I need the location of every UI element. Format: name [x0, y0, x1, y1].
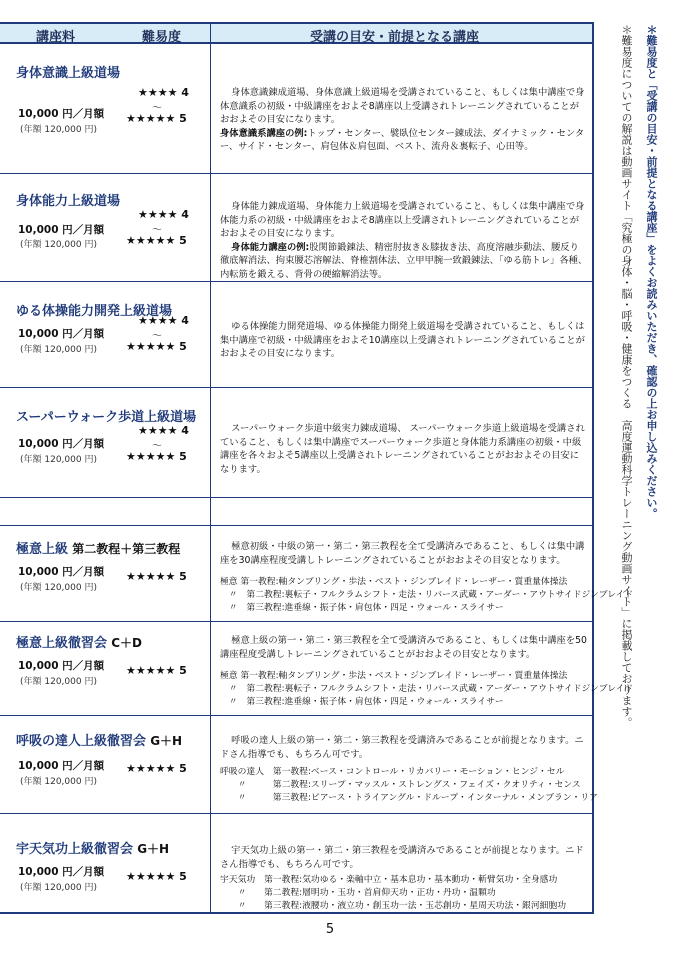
table-header	[0, 22, 592, 44]
course-annual: (年額 120,000 円)	[20, 125, 97, 135]
course-price: 10,000 円／月額	[18, 328, 105, 340]
tilde: 〜	[152, 103, 162, 114]
course-title-main: 極意上級	[16, 542, 69, 557]
stars-low: ★★★★ 4	[138, 208, 189, 221]
desc-text: 呼吸の達人上級の第一・第二・第三教程を受講済みであることが前提となります。ニドさん指導でも、もちろん可です。	[220, 735, 584, 760]
page-number: 5	[325, 922, 335, 937]
example-text: 股関節鍛錬法、精密肘抜き＆膝抜き法、高度溶融歩動法、腰反り徹底解消法、拘束腰芯溶解法、脊椎割体法、立甲甲腕一致鍛錬法、「ゆる筋トレ」各種、内転筋を鍛える、背骨の硬縮解消法等。	[220, 241, 588, 280]
course-description	[220, 634, 588, 661]
desc-text: 宇天気功上級の第一・第二・第三教程を受講済みであることが前提となります。ニドさん指導でも、もちろん可です。	[220, 845, 584, 870]
side-note-important: ＊難易度と「受講の目安・前提となる講座」をよくお読みいただき、確認の上お申し込みください。	[645, 24, 658, 519]
course-annual: (年額 120,000 円)	[20, 583, 97, 593]
course-title-sub: 第二教程＋第三教程	[68, 542, 181, 556]
course-annual: (年額 120,000 円)	[20, 883, 97, 893]
curriculum-item: 宇天気功 第一教程:気功ゆる・楽軸中立・基本息功・基本動功・斬臂気功・全身感功	[220, 875, 558, 885]
stars-high: ★★★★★ 5	[126, 450, 187, 463]
course-description	[220, 320, 588, 361]
header-difficulty: 難易度	[142, 30, 182, 45]
course-title: スーパーウォーク歩道上級道場	[16, 410, 197, 425]
course-row-gokui-tetsushuukai	[0, 622, 634, 716]
course-title-main: 宇天気功上級徹習会	[16, 842, 134, 857]
stars-high: ★★★★★ 5	[126, 570, 187, 583]
example-label: 身体意識系講座の例:	[220, 127, 308, 139]
stars-high: ★★★★★ 5	[126, 870, 187, 883]
tilde: 〜	[152, 331, 162, 342]
course-row-yuru-taisou	[0, 282, 592, 388]
tilde: 〜	[152, 225, 162, 236]
curriculum-list	[220, 670, 634, 709]
curriculum-item: 〃 第三教程:ピアース・トライアングル・ドループ・インターナル・メンブラン・リア	[220, 793, 598, 803]
course-row-kokyu-tatsujin	[0, 716, 598, 814]
stars-high: ★★★★★ 5	[126, 762, 187, 775]
curriculum-item: 〃 第二教程:スリープ・マッスル・ストレングス・フェイズ・クオリティ・センス	[220, 780, 581, 790]
desc-text: 極意上級の第一・第二・第三教程を全て受講済みであること、もしくは集中講座を50講座程度受講しトレーニングされていることがおおよその目安となります。	[220, 635, 587, 660]
course-price: 10,000 円／月額	[18, 438, 105, 450]
header-fee: 講座料	[36, 30, 76, 45]
course-title-sub: G＋H	[146, 734, 183, 748]
course-title	[16, 730, 182, 749]
course-annual: (年額 120,000 円)	[20, 677, 97, 687]
course-title-sub: G＋H	[133, 842, 170, 856]
header-guideline: 受講の目安・前提となる講座	[310, 30, 480, 45]
course-title	[16, 538, 180, 557]
course-description	[220, 86, 588, 154]
curriculum-item: 〃 第三教程:進垂線・振子体・肩包体・四足・ウォール・スライサー	[220, 697, 504, 707]
curriculum-list	[220, 874, 588, 913]
example-label: 身体能力講座の例:	[231, 241, 310, 253]
course-price: 10,000 円／月額	[18, 108, 105, 120]
course-row-gokui-joukyu	[0, 526, 634, 622]
course-annual: (年額 120,000 円)	[20, 240, 97, 250]
curriculum-item: 〃 第三教程:液腰功・液立功・創玉功一法・玉芯創功・星周天功法・銀河細胞功	[220, 901, 567, 911]
curriculum-item: 極意 第一教程:軸タンブリング・歩法・ベスト・ジンブレイド・レーザー・質重量体操法	[220, 577, 568, 587]
course-annual: (年額 120,000 円)	[20, 345, 97, 355]
course-description	[220, 422, 588, 476]
course-annual: (年額 120,000 円)	[20, 455, 97, 465]
desc-text: スーパーウォーク歩道中級実力錬成道場、 スーパーウォーク歩道上級道場を受講されていること、もしくは集中講座でスーパーウォーク歩道と身体能力系講座の初級・中級講座を各々およそ5講座以上受講されトレーニングされていることがおおよその目安になります。	[220, 423, 585, 475]
course-annual: (年額 120,000 円)	[20, 777, 97, 787]
curriculum-list	[220, 576, 634, 615]
stars-high: ★★★★★ 5	[126, 112, 187, 125]
course-price: 10,000 円／月額	[18, 224, 105, 236]
course-title-main: 呼吸の達人上級徹習会	[16, 734, 147, 749]
course-title	[16, 838, 169, 857]
course-title: ゆる体操能力開発上級道場	[16, 304, 173, 319]
curriculum-item: 〃 第二教程:層明功・玉功・首肩仰天功・正功・丹功・温顆功	[220, 888, 496, 898]
curriculum-list	[220, 766, 598, 805]
course-description	[220, 540, 588, 567]
curriculum-item: 〃 第二教程:裏転子・フルクラムシフト・走法・リバース武蔵・アーダー・アウトサイドジンブレイド	[220, 590, 634, 600]
course-description	[220, 734, 588, 761]
course-title-sub: C＋D	[107, 636, 142, 650]
curriculum-item: 極意 第一教程:軸タンブリング・歩法・ベスト・ジンブレイド・レーザー・質重量体操法	[220, 671, 568, 681]
course-description	[220, 844, 588, 871]
course-description	[220, 200, 588, 281]
stars-high: ★★★★★ 5	[126, 340, 187, 353]
desc-text: 身体意識錬成道場、身体意識上級道場を受講されていること、もしくは集中講座で身体意識系の初級・中級講座をおよそ8講座以上受講されトレーニングされていることがおおよその目安になります。	[220, 87, 585, 125]
course-price: 10,000 円／月額	[18, 760, 105, 772]
course-price: 10,000 円／月額	[18, 660, 105, 672]
curriculum-item: 〃 第三教程:進垂線・振子体・肩包体・四足・ウォール・スライサー	[220, 603, 504, 613]
desc-text: ゆる体操能力開発道場、ゆる体操能力開発上級道場を受講されていること、もしくは集中講座で初級・中級講座をおよそ10講座以上受講されトレーニングされていることがおおよその目安になります。	[220, 321, 585, 359]
example-text: トップ・センター、襞臥位センター錬成法、ダイナミック・センター、サイド・センター、肩包体＆肩包面、ベスト、流舟＆裏転子、心田等。	[220, 127, 585, 152]
tilde: 〜	[152, 441, 162, 452]
side-note-explanation: ＊難易度についての解説は動画サイト「究極の身体・脳・呼吸・健康をつくる 高度運動科学トレーニング動画サイト」に掲載しております。	[620, 24, 633, 728]
course-title	[16, 632, 142, 651]
curriculum-item: 〃 第二教程:裏転子・フルクラムシフト・走法・リバース武蔵・アーダー・アウトサイドジンブレイド	[220, 684, 634, 694]
desc-text: 身体能力錬成道場、身体能力上級道場を受講されていること、もしくは集中講座で身体能力系の初級・中級講座をおよそ8講座以上受講されトレーニングされていることがおおよその目安になります。	[220, 201, 585, 239]
stars-high: ★★★★★ 5	[126, 664, 187, 677]
stars-low: ★★★★ 4	[138, 86, 189, 99]
stars-low: ★★★★ 4	[138, 424, 189, 437]
course-row-shintai-nouryoku	[0, 174, 592, 282]
course-price: 10,000 円／月額	[18, 566, 105, 578]
course-row-super-walk	[0, 388, 592, 498]
stars-high: ★★★★★ 5	[126, 234, 187, 247]
empty-row	[0, 498, 592, 526]
course-row-uten-kikou	[0, 814, 592, 912]
course-title-main: 極意上級徹習会	[16, 636, 108, 651]
stars-low: ★★★★ 4	[138, 314, 189, 327]
curriculum-item: 呼吸の達人 第一教程:ベース・コントロール・リカバリー・モーション・ヒンジ・セル	[220, 767, 565, 777]
course-title: 身体意識上級道場	[16, 66, 121, 81]
course-price: 10,000 円／月額	[18, 866, 105, 878]
course-row-shintai-ishiki	[0, 44, 592, 174]
course-title: 身体能力上級道場	[16, 194, 121, 209]
desc-text: 極意初級・中級の第一・第二・第三教程を全て受講済みであること、もしくは集中講座を30講座程度受講しトレーニングされていることがおおよその目安となります。	[220, 541, 585, 566]
